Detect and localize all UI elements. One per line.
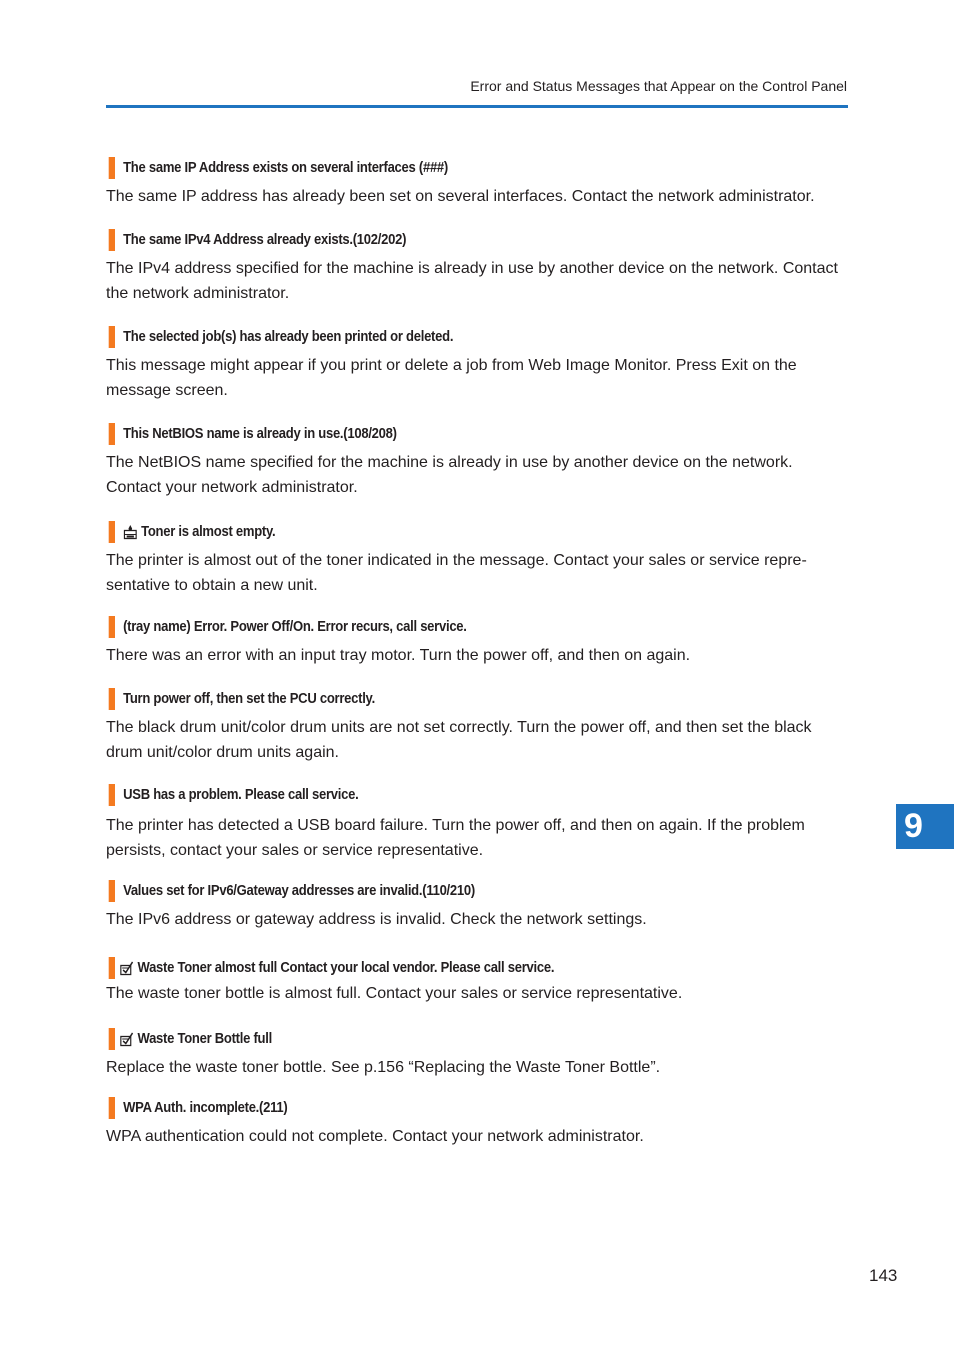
message-entry [106,783,848,863]
message-title [106,879,774,903]
title-bar-marker [109,957,115,979]
waste-toner-icon [120,960,134,976]
message-entry [106,228,848,306]
page-number: 143 [869,1266,898,1285]
message-title-text: Waste Toner Bottle full [137,1031,272,1047]
message-description: The printer has detected a USB board failure. Turn the power off, and then on again. If the problem persists, contact your sales or service representative. [106,817,805,859]
message-description: The black drum unit/color drum units are not set correctly. Turn the power off, and then set the black drum unit/color drum units again. [106,719,812,761]
message-title-text: This NetBIOS name is already in use.(108/208) [123,426,397,442]
message-title-text: The same IP Address exists on several interfaces (###) [123,160,448,176]
message-title [106,783,774,807]
header-rule [106,105,848,108]
message-title-text: Values set for IPv6/Gateway addresses are invalid.(110/210) [123,883,475,899]
message-description: The waste toner bottle is almost full. Contact your sales or service representative. [106,985,683,1002]
message-entry [106,956,848,1006]
message-title [106,687,774,711]
message-description: The NetBIOS name specified for the machine is already in use by another device on the network. Contact your network administrator. [106,454,793,496]
message-description: The same IP address has already been set on several interfaces. Contact the network administrator. [106,188,815,205]
message-title [106,1096,774,1120]
message-entry [106,325,848,403]
message-entry [106,520,848,598]
title-bar-marker [109,157,115,179]
running-header: Error and Status Messages that Appear on the Control Panel [470,78,847,94]
message-description: The IPv4 address specified for the machine is already in use by another device on the network. Contact the network administrator. [106,260,838,302]
title-bar-marker [109,616,115,638]
title-bar-marker [109,229,115,251]
message-title-text: Toner is almost empty. [141,524,276,540]
message-entry [106,1027,848,1080]
title-bar-marker [109,326,115,348]
message-title-text: The same IPv4 Address already exists.(102/202) [123,232,407,248]
waste-toner-icon [120,1031,134,1047]
message-title-text: Turn power off, then set the PCU correctly. [123,691,375,707]
message-entry [106,687,848,765]
message-description: There was an error with an input tray motor. Turn the power off, and then on again. [106,647,691,664]
message-title-text: Waste Toner almost full Contact your local vendor. Please call service. [137,960,555,976]
chapter-tab: 9 [896,804,954,849]
message-title-text: (tray name) Error. Power Off/On. Error recurs, call service. [123,619,467,635]
title-bar-marker [109,423,115,445]
message-title [106,956,774,980]
message-description: Replace the waste toner bottle. See p.156 “Replacing the Waste Toner Bottle”. [106,1059,661,1076]
message-entry [106,615,848,668]
toner-cartridge-icon [123,524,137,540]
title-bar-marker [109,521,115,543]
message-title [106,615,774,639]
message-title [106,520,774,544]
message-title [106,422,774,446]
title-bar-marker [109,688,115,710]
message-title [106,325,774,349]
title-bar-marker [109,1097,115,1119]
title-bar-marker [109,880,115,902]
message-description: WPA authentication could not complete. Contact your network administrator. [106,1128,644,1145]
message-title [106,1027,774,1051]
message-title [106,156,774,180]
message-title-text: The selected job(s) has already been printed or deleted. [123,329,454,345]
title-bar-marker [109,1028,115,1050]
message-title [106,228,774,252]
message-title-text: USB has a problem. Please call service. [123,787,359,803]
message-description: The printer is almost out of the toner indicated in the message. Contact your sales or service repre-sentative to obtain a new unit. [106,552,807,594]
message-title-text: WPA Auth. incomplete.(211) [123,1100,288,1116]
message-entry [106,879,848,932]
message-description: This message might appear if you print or delete a job from Web Image Monitor. Press Exit on the message screen. [106,357,797,399]
title-bar-marker [109,784,115,806]
message-description: The IPv6 address or gateway address is invalid. Check the network settings. [106,911,647,928]
message-entry [106,422,848,500]
message-entry [106,1096,848,1149]
message-entry [106,156,848,209]
